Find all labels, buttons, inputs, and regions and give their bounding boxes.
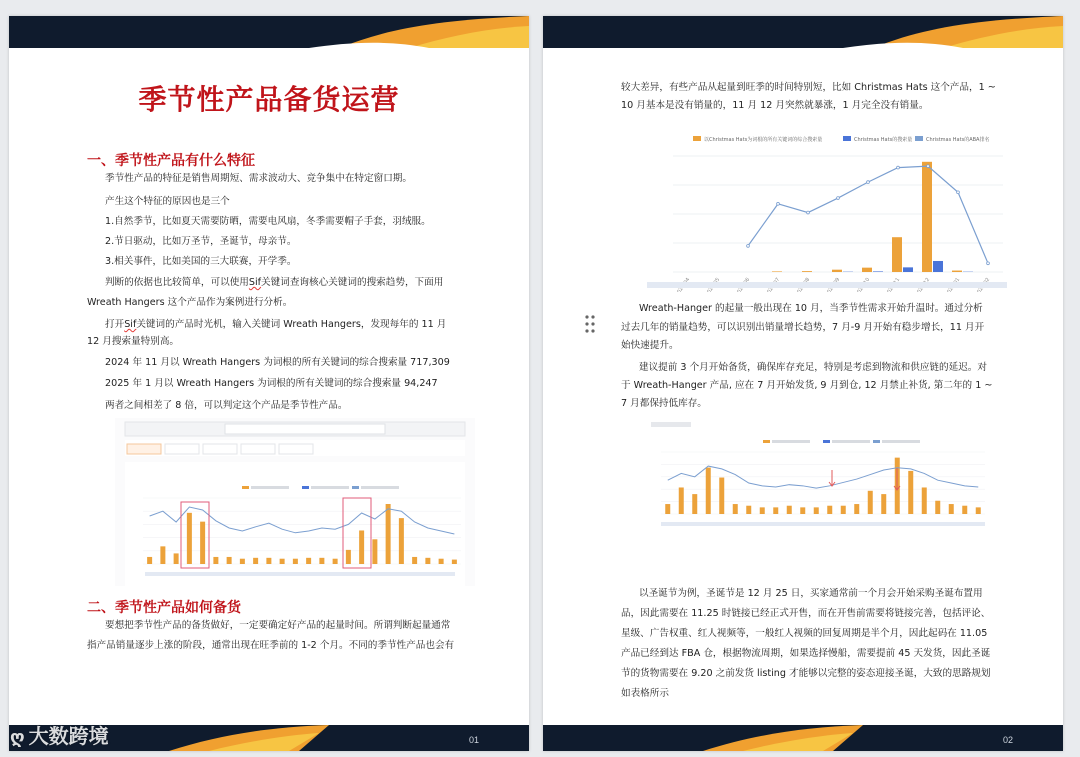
bar: [841, 506, 846, 514]
bar: [333, 559, 338, 564]
bar: [933, 261, 943, 272]
bar: [319, 558, 324, 564]
legend-label-placeholder: [361, 486, 399, 489]
bar: [862, 268, 872, 272]
bar: [412, 557, 417, 564]
paragraph-continued: 指产品销量逐步上涨的阶段，通常出现在旺季前的 1-2 个月。不同的季节性产品也会有: [87, 640, 455, 651]
bar: [266, 558, 271, 564]
bar: [439, 559, 444, 564]
list-item: 2.节日驱动，比如万圣节，圣诞节，母亲节。: [105, 236, 297, 247]
bar: [399, 518, 404, 564]
legend-label: Christmas Hats的搜索量: [854, 137, 913, 143]
legend-label: 以Christmas Hats为词根的所有关键词的综合搜索量: [704, 137, 823, 143]
bar: [227, 557, 232, 564]
bar: [733, 504, 738, 514]
legend-swatch: [763, 440, 770, 443]
bar: [814, 507, 819, 514]
bar: [949, 504, 954, 514]
page-header-band: [9, 16, 529, 48]
line-point: [837, 197, 840, 200]
bar: [306, 558, 311, 564]
paragraph: 以圣诞节为例，圣诞节是 12 月 25 日，买家通常前一个月会开始采购圣诞布置用: [639, 588, 983, 599]
paragraph-continued: Wreath Hangers 这个产品作为案例进行分析。: [87, 297, 293, 308]
bar: [935, 501, 940, 514]
bar: [873, 271, 883, 272]
wreath-hanger-sales-chart: [647, 418, 997, 530]
list-item: 1.自然季节，比如夏天需要防晒，需要电风扇，冬季需要帽子手套，羽绒服。: [105, 216, 431, 227]
section-heading-1: 一、季节性产品有什么特征: [87, 154, 255, 169]
chart-svg: [647, 418, 997, 530]
line-point: [867, 181, 870, 184]
document-page-2: [543, 16, 1063, 751]
paragraph: 建议提前 3 个月开始备货，确保库存充足，特别是考虑到物流和供应链的延迟。对: [639, 362, 987, 373]
chart-zoom-slider[interactable]: [647, 282, 1007, 288]
legend-label-placeholder: [311, 486, 349, 489]
paragraph-continued: 10 月基本是没有销量的，11 月 12 月突然就暴涨，1 月完全没有销量。: [621, 100, 929, 111]
bar: [213, 557, 218, 564]
paragraph: 要想把季节性产品的备货做好，一定要确定好产品的起量时间。所谓判断起量通常: [105, 620, 451, 631]
bar: [854, 504, 859, 514]
paragraph-continued: 12 月搜索量特别高。: [87, 336, 180, 347]
bar: [692, 494, 697, 514]
bar: [346, 550, 351, 564]
paragraph-continued: 品，因此需要在 11.25 时链接已经正式开售，而在开售前需要将链接完善，包括评论、: [621, 608, 991, 619]
bar: [665, 504, 670, 514]
bar: [200, 522, 205, 564]
paragraph-continued: 如表格所示: [621, 688, 669, 699]
bar: [922, 487, 927, 514]
paragraph-continued: 星级、广告权重、红人视频等，一般红人视频的回复周期是半个月，因此起码在 11.05: [621, 628, 988, 639]
page-number: 02: [1002, 735, 1013, 745]
christmas-hats-chart: [643, 122, 1013, 292]
legend-swatch: [693, 136, 701, 141]
bar: [802, 271, 812, 272]
bar: [359, 530, 364, 564]
paragraph-continued: 较大差异，有些产品从起量到旺季的时间特别短，比如 Christmas Hats 这个产品，1 ~: [621, 82, 996, 93]
bar: [800, 507, 805, 514]
drag-handle-icon[interactable]: [584, 314, 596, 334]
bar: [147, 557, 152, 564]
watermark-logo-icon: ღ: [10, 727, 25, 748]
bar: [773, 507, 778, 514]
bar: [386, 504, 391, 564]
watermark: [10, 720, 109, 749]
bar: [962, 506, 967, 514]
line-point: [957, 191, 960, 194]
legend-label-placeholder: [832, 440, 870, 443]
paragraph-continued: 于 Wreath-Hanger 产品, 应在 7 月开始发货, 9 月到仓, 12 月禁止补货, 第二年的 1 ~: [621, 380, 993, 391]
line-point: [927, 165, 930, 168]
bar: [827, 506, 832, 514]
bar: [240, 559, 245, 564]
legend-swatch: [302, 486, 309, 489]
legend-label: Christmas Hats的ABA排名: [926, 137, 990, 143]
document-page-1: [9, 16, 529, 751]
bar: [903, 267, 913, 272]
screenshot-chart-1: [115, 418, 475, 586]
bar: [832, 270, 842, 272]
bar: [892, 237, 902, 272]
legend-swatch: [915, 136, 923, 141]
legend-swatch: [843, 136, 851, 141]
paragraph: 季节性产品的特征是销售周期短、需求波动大、竞争集中在特定窗口期。: [105, 173, 412, 184]
stat-line: 两者之间相差了 8 倍，可以判定这个产品是季节性产品。: [105, 400, 348, 411]
bar: [772, 271, 782, 272]
bar: [425, 558, 430, 564]
line-point: [747, 245, 750, 248]
watermark-text: 大数跨境: [28, 724, 109, 748]
page-number: 01: [468, 735, 479, 745]
legend-swatch: [873, 440, 880, 443]
paragraph-continued: 节的货物需要在 9.20 之前发货 listing 才能够以完整的姿态迎接圣诞，大致的思路规划: [621, 668, 991, 679]
bar: [868, 491, 873, 514]
page-header-band: [543, 16, 1063, 48]
legend-swatch: [823, 440, 830, 443]
paragraph-continued: 过去几年的销量趋势，可以识别出销量增长趋势，7 月-9 月开始有稳步增长，11 月开: [621, 322, 985, 333]
legend-label-placeholder: [772, 440, 810, 443]
paragraph-continued: 产品已经到达 FBA 仓，根据物流周期，如果选择慢船，需要提前 45 天发货，因此圣诞: [621, 648, 991, 659]
bar: [952, 271, 962, 272]
stat-line: 2025 年 1 月以 Wreath Hangers 为词根的所有关键词的综合搜索量 94,247: [105, 378, 438, 389]
bar: [280, 559, 285, 564]
section-heading-2: 二、季节性产品如何备货: [87, 601, 241, 616]
bar: [746, 506, 751, 514]
paragraph: 判断的依据也比较简单，可以使用Sif关键词查询核心关键词的搜索趋势，下面用: [105, 277, 444, 288]
line-point: [987, 262, 990, 265]
bar: [706, 468, 711, 514]
bar: [719, 478, 724, 514]
bar: [293, 559, 298, 564]
stat-line: 2024 年 11 月以 Wreath Hangers 为词根的所有关键词的综合搜索量 717,309: [105, 357, 450, 368]
bar: [452, 560, 457, 564]
legend-label-placeholder: [251, 486, 289, 489]
bar: [187, 513, 192, 564]
bar: [976, 507, 981, 514]
line-point: [777, 202, 780, 205]
line-point: [807, 211, 810, 214]
bar: [922, 162, 932, 272]
paragraph-continued: 7 月都保持低库存。: [621, 398, 707, 409]
legend-label-placeholder: [882, 440, 920, 443]
document-title: 季节性产品备货运营: [138, 85, 400, 116]
bar: [881, 494, 886, 514]
paragraph: 打开Sif关键词的产品时光机，输入关键词 Wreath Hangers，发现每年的 11 月: [105, 319, 447, 330]
bar: [679, 487, 684, 514]
paragraph: Wreath-Hanger 的起量一般出现在 10 月，当季节性需求开始升温时。通过分析: [639, 303, 983, 314]
page-footer-band: [543, 725, 1063, 751]
list-item: 3.相关事件，比如美国的三大联赛，开学季。: [105, 256, 297, 267]
legend-swatch: [242, 486, 249, 489]
line-point: [897, 166, 900, 169]
paragraph-continued: 始快速提升。: [621, 340, 679, 351]
chart-svg: [115, 418, 475, 586]
bar: [160, 546, 165, 564]
bar: [908, 471, 913, 514]
bar: [760, 507, 765, 514]
paragraph: 产生这个特征的原因也是三个: [105, 196, 230, 207]
chart-svg: [643, 122, 1013, 292]
bar: [174, 553, 179, 564]
legend-swatch: [352, 486, 359, 489]
bar: [253, 558, 258, 564]
bar: [787, 506, 792, 514]
bar: [372, 539, 377, 564]
